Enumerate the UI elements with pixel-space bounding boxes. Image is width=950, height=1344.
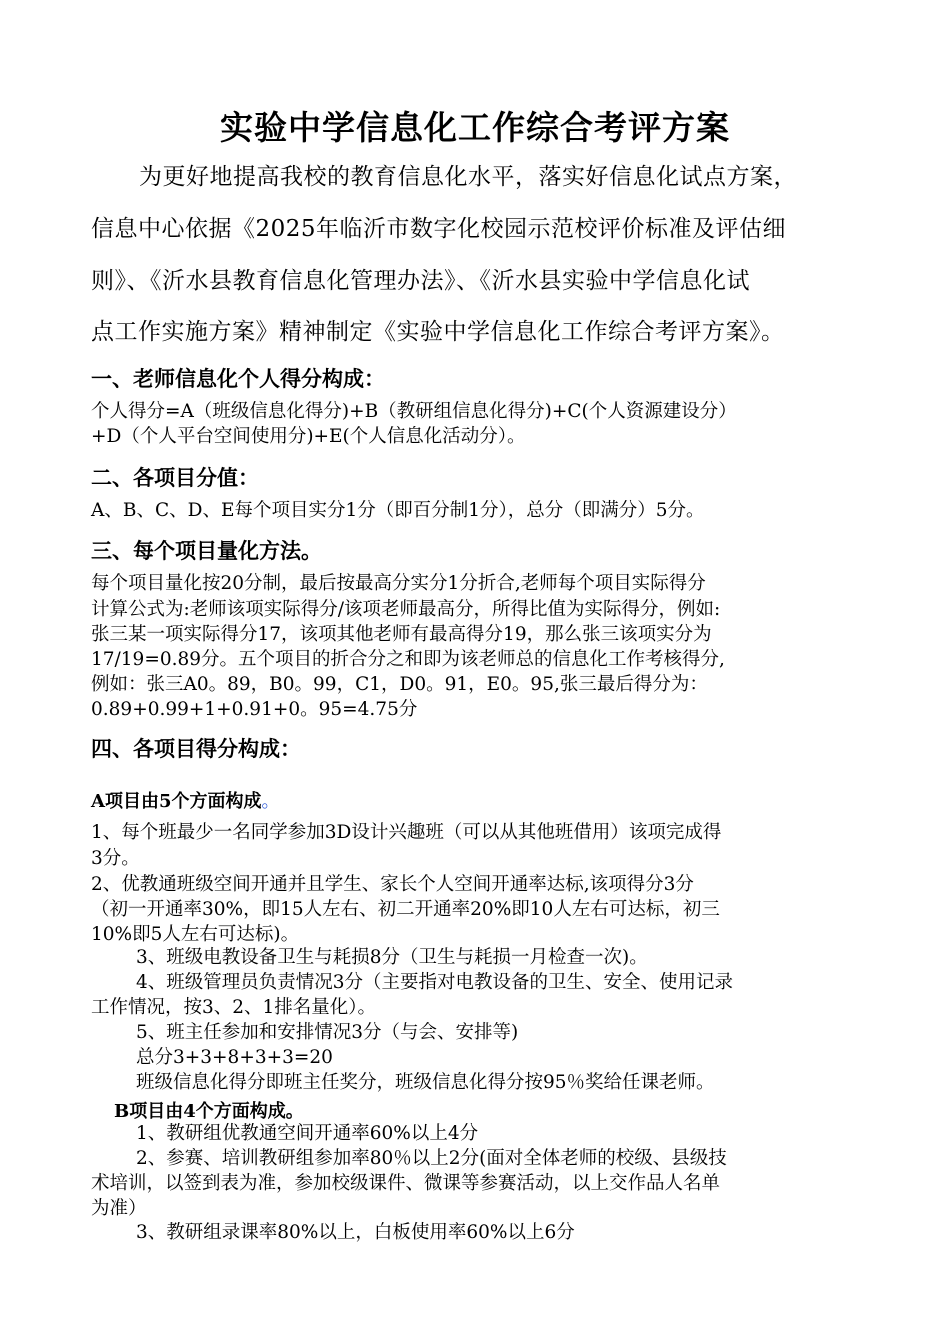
intro-line: 信息中心依据《2025年临沂市数字化校园示范校评价标准及评估细 (91, 216, 787, 242)
item-a-line: 3分。 (91, 848, 140, 869)
item-b-line: 3、教研组录课率80%以上，白板使用率60%以上6分 (136, 1222, 575, 1243)
section2-heading: 二、各项目分值： (91, 465, 259, 490)
item-a-heading-dot: 。 (261, 791, 280, 812)
section3-line: 每个项目量化按20分制，最后按最高分实分1分折合,老师每个项目实际得分 (91, 573, 706, 594)
section3-line: 张三某一项实际得分17，该项其他老师有最高得分19，那么张三该项实分为 (91, 624, 712, 645)
item-b-line: 1、教研组优教通空间开通率60%以上4分 (136, 1123, 479, 1144)
section1-line: 个人得分=A（班级信息化得分)+B（教研组信息化得分)+C(个人资源建设分） (91, 401, 737, 422)
item-b-line: 为准） (91, 1198, 147, 1219)
item-a-heading (91, 787, 280, 813)
item-a-line: （初一开通率30%，即15人左右、初二开通率20%即10人左右可达标，初三 (91, 899, 720, 920)
intro-line: 为更好地提高我校的教育信息化水平，落实好信息化试点方案， (139, 164, 797, 190)
document-title: 实验中学信息化工作综合考评方案 (220, 108, 730, 147)
item-b-line: 2、参赛、培训教研组参加率80％以上2分(面对全体老师的校级、县级技 (136, 1148, 727, 1169)
item-a-line: 4、班级管理员负责情况3分（主要指对电教设备的卫生、安全、使用记录 (136, 972, 734, 993)
item-a-line: 班级信息化得分即班主任奖分，班级信息化得分按95％奖给任课老师。 (136, 1072, 715, 1093)
item-a-line: 工作情况，按3、2、1排名量化）。 (91, 997, 377, 1018)
item-a-line: 5、班主任参加和安排情况3分（与会、安排等) (136, 1022, 519, 1043)
section4-heading: 四、各项目得分构成： (91, 736, 301, 761)
item-a-line: 总分3+3+8+3+3=20 (136, 1047, 333, 1068)
section3-line: 计算公式为:老师该项实际得分/该项老师最高分，所得比值为实际得分，例如: (91, 599, 721, 620)
section2-line: A、B、C、D、E每个项目实分1分（即百分制1分），总分（即满分）5分。 (91, 500, 705, 521)
item-a-line: 3、班级电教设备卫生与耗损8分（卫生与耗损一月检查一次)。 (136, 947, 648, 968)
section3-heading: 三、每个项目量化方法。 (91, 538, 322, 563)
item-b-heading: B项目由4个方面构成。 (114, 1101, 304, 1122)
section3-line: 例如：张三A0。89，B0。99，C1，D0。91，E0。95,张三最后得分为： (91, 674, 708, 695)
item-a-line: 1、每个班最少一名同学参加3D设计兴趣班（可以从其他班借用）该项完成得 (91, 822, 722, 843)
item-a-heading-text: A项目由5个方面构成 (91, 791, 262, 812)
section1-line: +D（个人平台空间使用分)+E(个人信息化活动分）。 (91, 426, 526, 447)
intro-line: 则》、《沂水县教育信息化管理办法》、《沂水县实验中学信息化试 (91, 268, 750, 294)
item-b-line: 术培训，以签到表为准，参加校级课件、微课等参赛活动，以上交作品人名单 (91, 1173, 721, 1194)
section3-line: 17/19=0.89分。五个项目的折合分之和即为该老师总的信息化工作考核得分, (91, 649, 725, 670)
item-a-line: 10%即5人左右可达标)。 (91, 924, 300, 945)
intro-line: 点工作实施方案》精神制定《实验中学信息化工作综合考评方案》。 (91, 319, 785, 345)
item-a-line: 2、优教通班级空间开通并且学生、家长个人空间开通率达标,该项得分3分 (91, 874, 694, 895)
section1-heading: 一、老师信息化个人得分构成： (91, 366, 385, 391)
section3-line: 0.89+0.99+1+0.91+0。95=4.75分 (91, 699, 418, 720)
